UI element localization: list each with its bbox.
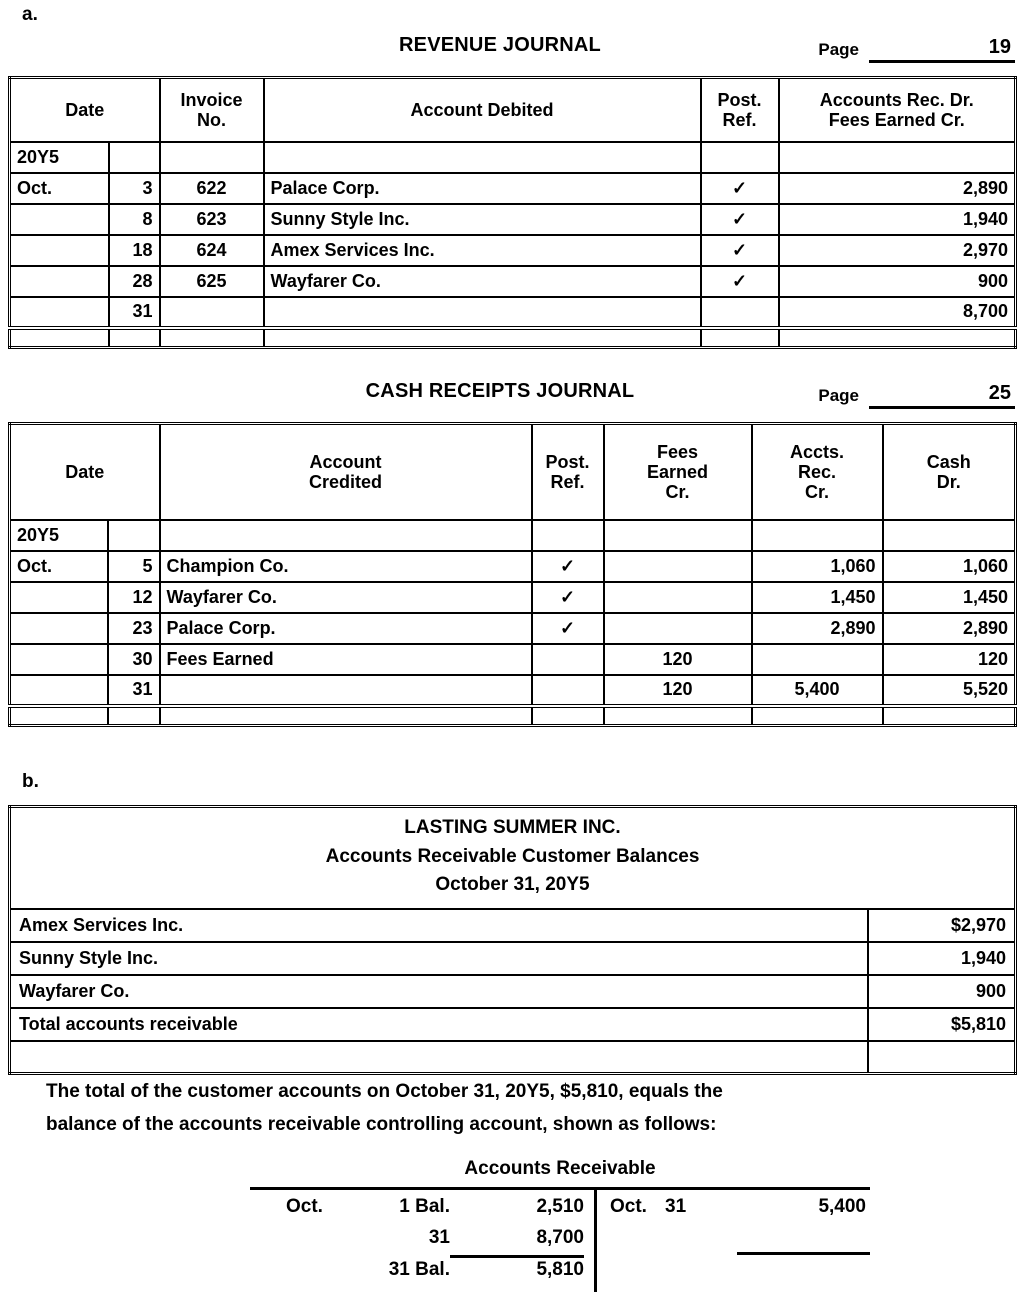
cash-receipts-total-row [10,675,1016,706]
row-day: 5 [108,551,160,582]
debit-day-1: 31 [428,1227,450,1248]
row-fees-earned: 120 [604,644,752,675]
row-month: Oct. [10,173,109,204]
header-post-ref [532,424,604,520]
header-invoice-no [160,78,264,142]
credit-month-0: Oct. [610,1196,647,1217]
row-accts-rec: 1,450 [752,582,883,613]
header-fees-line3: Cr. [665,481,690,502]
statement-title: Accounts Receivable Customer Balances [325,845,700,867]
header-cash-line2: Dr. [936,471,961,492]
customer-amount: $2,970 [868,909,1016,942]
header-invoice-line2: No. [197,109,227,130]
cash-receipts-journal-title-row [0,380,1021,410]
revenue-journal-total-row [10,297,1016,328]
row-accts-rec [752,644,883,675]
explanation-paragraph [46,1076,946,1141]
customer-balances-heading-row [10,807,1016,909]
row-month [10,644,108,675]
row-invoice: 623 [160,204,264,235]
customer-amount: 1,940 [868,942,1016,975]
customer-amount: 900 [868,975,1016,1008]
empty-cell [883,706,1016,726]
table-row [10,551,1016,582]
total-cash: 5,520 [883,675,1016,706]
row-day: 30 [108,644,160,675]
credit-subtotal-rule [737,1252,870,1255]
header-accts-rec [752,424,883,520]
header-account-debited: Account Debited [264,78,701,142]
header-accts-line3: Cr. [805,481,830,502]
debit-subtotal-rule [450,1255,584,1258]
row-day: 12 [108,582,160,613]
customer-name: Amex Services Inc. [10,909,868,942]
header-amount [779,78,1016,142]
t-account-title: Accounts Receivable [464,1158,656,1179]
empty-cell [779,142,1016,173]
header-account-line2: Credited [309,471,383,492]
page-number: 19 [869,36,1015,63]
list-item [10,975,1016,1008]
row-amount: 2,890 [779,173,1016,204]
row-cash: 120 [883,644,1016,675]
row-account: Fees Earned [160,644,532,675]
empty-cell [883,520,1016,551]
empty-cell [160,706,532,726]
row-day: 28 [109,266,160,297]
empty-cell [160,328,264,348]
empty-cell [868,1041,1016,1074]
credit-day-0: 31 [665,1196,687,1217]
page-label: Page [818,40,859,59]
revenue-journal-title-row [0,34,1021,64]
empty-cell [160,142,264,173]
empty-cell [701,328,779,348]
header-account-credited [160,424,532,520]
check-icon: ✓ [532,613,604,644]
t-account-vertical-divider [594,1187,597,1292]
year-cell: 20Y5 [10,520,108,551]
row-month [10,613,108,644]
row-account: Palace Corp. [264,173,701,204]
row-month [10,582,108,613]
row-day: 8 [109,204,160,235]
customer-balances-table [8,805,1017,1075]
empty-cell [752,520,883,551]
total-month [10,297,109,328]
empty-cell [752,706,883,726]
check-icon: ✓ [701,235,779,266]
check-icon: ✓ [701,266,779,297]
header-accts-line2: Rec. [798,461,837,482]
check-icon: ✓ [532,551,604,582]
cash-receipts-header-row [10,424,1016,520]
header-accts-line1: Accts. [790,441,845,462]
total-month [10,675,108,706]
list-item [10,909,1016,942]
header-post-ref-line1: Post. [717,89,762,110]
t-account-top-rule [250,1187,870,1190]
statement-date: October 31, 20Y5 [435,874,590,895]
row-accts-rec: 1,060 [752,551,883,582]
list-item [10,942,1016,975]
debit-month-0: Oct. [286,1196,323,1217]
header-date: Date [10,424,160,520]
table-row [10,173,1016,204]
header-cash-line1: Cash [926,451,971,472]
check-icon [532,644,604,675]
revenue-journal-title: REVENUE JOURNAL [399,34,601,56]
header-fees-line1: Fees [657,441,699,462]
table-row [10,613,1016,644]
debit-day-0: 1 Bal. [399,1196,450,1217]
empty-cell [10,328,109,348]
empty-cell [701,297,779,328]
header-post-ref-line2: Ref. [550,471,585,492]
empty-cell [604,706,752,726]
row-cash: 1,060 [883,551,1016,582]
part-b-label: b. [22,771,39,792]
row-month: Oct. [10,551,108,582]
row-cash: 2,890 [883,613,1016,644]
row-fees-earned [604,582,752,613]
company-name: LASTING SUMMER INC. [404,817,621,838]
row-month [10,235,109,266]
customer-balances-closing-row [10,1041,1016,1074]
row-account: Wayfarer Co. [160,582,532,613]
row-account: Wayfarer Co. [264,266,701,297]
header-amount-line1: Accounts Rec. Dr. [819,89,974,110]
total-day: 31 [108,675,160,706]
year-cell: 20Y5 [10,142,109,173]
statement-heading [10,807,1016,909]
row-amount: 2,970 [779,235,1016,266]
cash-receipts-journal-title: CASH RECEIPTS JOURNAL [365,380,635,402]
total-amount: 8,700 [779,297,1016,328]
debit-day-2: 31 Bal. [388,1259,450,1280]
header-fees-earned [604,424,752,520]
part-a-label: a. [22,4,38,25]
check-icon: ✓ [532,582,604,613]
revenue-journal-header-row [10,78,1016,142]
row-account: Sunny Style Inc. [264,204,701,235]
row-fees-earned [604,551,752,582]
row-account: Palace Corp. [160,613,532,644]
empty-cell [264,297,701,328]
debit-amount-2: 5,810 [536,1259,584,1280]
empty-cell [108,706,160,726]
empty-cell [604,520,752,551]
row-month [10,204,109,235]
cash-receipts-year-row [10,520,1016,551]
row-amount: 900 [779,266,1016,297]
table-row [10,644,1016,675]
row-month [10,266,109,297]
header-date: Date [10,78,160,142]
row-day: 23 [108,613,160,644]
empty-cell [109,328,160,348]
customer-name: Sunny Style Inc. [10,942,868,975]
revenue-journal-year-row [10,142,1016,173]
empty-cell [532,706,604,726]
row-invoice: 622 [160,173,264,204]
cash-receipts-journal-table [8,422,1017,727]
row-day: 18 [109,235,160,266]
table-row [10,204,1016,235]
revenue-journal-table [8,76,1017,349]
table-row [10,582,1016,613]
empty-cell [10,1041,868,1074]
explanation-line-1: The total of the customer accounts on October 31, 20Y5, $5,810, equals the [46,1081,723,1102]
explanation-line-2: balance of the accounts receivable controlling account, shown as follows: [46,1113,717,1135]
customer-name: Wayfarer Co. [10,975,868,1008]
total-day: 31 [109,297,160,328]
header-account-line1: Account [309,451,382,472]
row-accts-rec: 2,890 [752,613,883,644]
total-fees-earned: 120 [604,675,752,706]
total-label: Total accounts receivable [10,1008,868,1041]
header-fees-line2: Earned [647,461,709,482]
cash-receipts-journal-page [818,382,1015,409]
customer-balances-total-row [10,1008,1016,1041]
table-row [10,235,1016,266]
empty-cell [109,142,160,173]
credit-amount-0: 5,400 [818,1196,866,1217]
header-invoice-line1: Invoice [180,89,243,110]
row-invoice: 624 [160,235,264,266]
page-number: 25 [869,382,1015,409]
revenue-journal-page [818,36,1015,63]
header-cash [883,424,1016,520]
row-invoice: 625 [160,266,264,297]
empty-cell [532,675,604,706]
empty-cell [701,142,779,173]
header-post-ref [701,78,779,142]
row-amount: 1,940 [779,204,1016,235]
table-row [10,266,1016,297]
row-account: Champion Co. [160,551,532,582]
row-account: Amex Services Inc. [264,235,701,266]
empty-cell [108,520,160,551]
check-icon: ✓ [701,204,779,235]
empty-cell [779,328,1016,348]
debit-amount-1: 8,700 [536,1227,584,1248]
empty-cell [532,520,604,551]
row-cash: 1,450 [883,582,1016,613]
empty-cell [160,520,532,551]
empty-cell [10,706,108,726]
header-post-ref-line2: Ref. [722,109,757,130]
row-day: 3 [109,173,160,204]
total-accts-rec: 5,400 [752,675,883,706]
page-label: Page [818,386,859,405]
debit-amount-0: 2,510 [536,1196,584,1217]
revenue-journal-closing-row [10,328,1016,348]
total-amount: $5,810 [868,1008,1016,1041]
header-amount-line2: Fees Earned Cr. [828,109,965,130]
row-fees-earned [604,613,752,644]
empty-cell [264,328,701,348]
empty-cell [264,142,701,173]
empty-cell [160,675,532,706]
header-post-ref-line1: Post. [545,451,590,472]
cash-receipts-closing-row [10,706,1016,726]
empty-cell [160,297,264,328]
check-icon: ✓ [701,173,779,204]
